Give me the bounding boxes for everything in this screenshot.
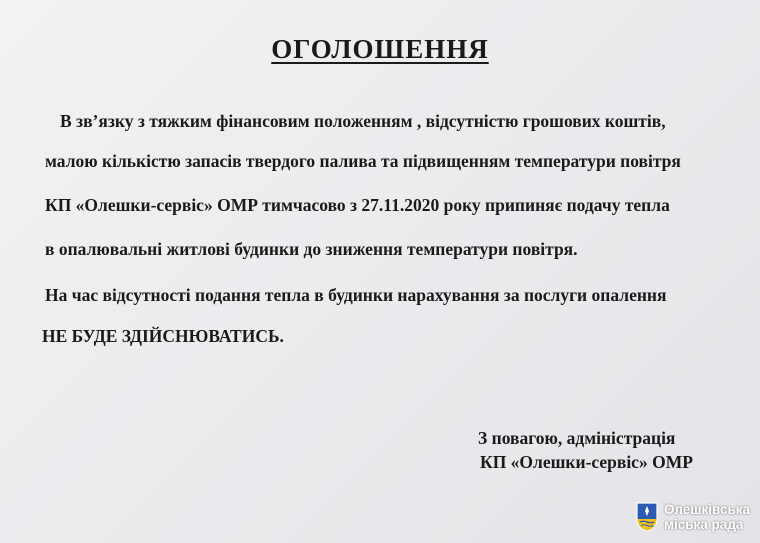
body-line-2: малою кількістю запасів твердого палива та підвищенням температури повітря (45, 151, 681, 171)
signature-line-1: З повагою, адміністрація (478, 428, 676, 448)
city-crest-icon (636, 502, 658, 532)
body-line-1: В зв’язку з тяжким фінансовим положенням , відсутністю грошових коштів, (60, 111, 666, 131)
body-line-6: НЕ БУДЕ ЗДІЙСНЮВАТИСЬ. (42, 326, 284, 346)
watermark-line-2: міська рада (664, 517, 744, 532)
watermark-line-1: Олешківська (664, 502, 751, 517)
body-line-5: На час відсутності подання тепла в будинки нарахування за послуги опалення (45, 285, 667, 305)
announcement-title: ОГОЛОШЕННЯ (271, 34, 489, 64)
body-line-4: в опалювальні житлові будинки до зниження температури повітря. (45, 239, 578, 259)
body-line-3: КП «Олешки-сервіс» ОМР тимчасово з 27.11.2020 року припиняє подачу тепла (45, 195, 670, 215)
signature-line-2: КП «Олешки-сервіс» ОМР (480, 452, 693, 472)
city-council-watermark (636, 496, 760, 538)
